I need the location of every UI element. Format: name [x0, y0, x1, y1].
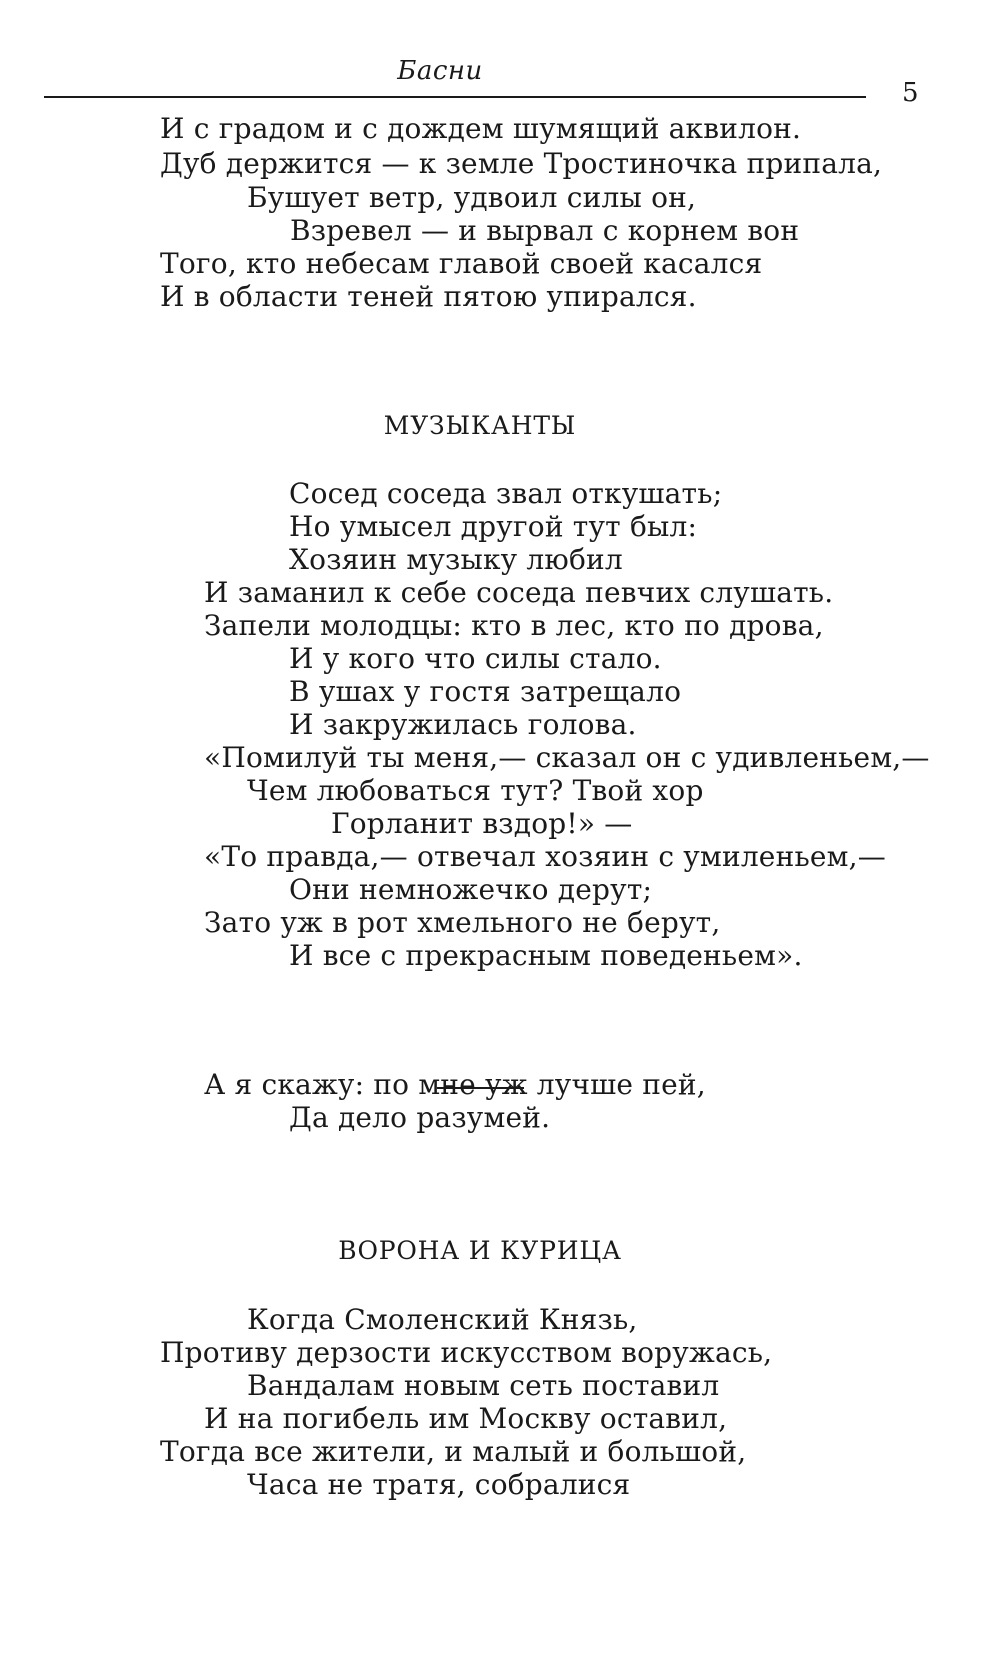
poem-line: Того, кто небесам главой своей касался — [160, 247, 763, 280]
poem-line: И закружилась голова. — [289, 708, 637, 741]
poem-line: Чем любоваться тут? Твой хор — [247, 774, 704, 807]
poem-line: Противу дерзости искусством воружась, — [160, 1336, 773, 1369]
poem-line: И у кого что силы стало. — [289, 642, 662, 675]
fable-title: ВОРОНА И КУРИЦА — [338, 1236, 622, 1265]
poem-line: Сосед соседа звал откушать; — [289, 477, 723, 510]
poem-line: «То правда,— отвечал хозяин с умиленьем,— — [204, 840, 886, 873]
poem-line: «Помилуй ты меня,— сказал он с удивленьем,— — [204, 741, 930, 774]
poem-line: Взревел — и вырвал с корнем вон — [290, 214, 800, 247]
moral-line: А я скажу: по мне уж лучше пей, — [204, 1068, 706, 1101]
poem-line: И на погибель им Москву оставил, — [204, 1402, 728, 1435]
poem-line: Часа не тратя, собралися — [247, 1468, 631, 1501]
page-number: 5 — [902, 78, 919, 108]
poem-line: Хозяин музыку любил — [289, 543, 623, 576]
poem-line: И с градом и с дождем шумящий аквилон. — [160, 112, 802, 145]
poem-line: Дуб держится — к земле Тростиночка припала, — [160, 147, 883, 180]
moral-line: Да дело разумей. — [289, 1101, 551, 1134]
poem-line: В ушах у гостя затрещало — [289, 675, 682, 708]
poem-line: Они немножечко дерут; — [289, 873, 653, 906]
poem-line: Вандалам новым сеть поставил — [247, 1369, 720, 1402]
poem-line: Бушует ветр, удвоил силы он, — [247, 181, 697, 214]
poem-line: Зато уж в рот хмельного не берут, — [204, 906, 721, 939]
fable-title: МУЗЫКАНТЫ — [383, 411, 577, 440]
poem-line: Запели молодцы: кто в лес, кто по дрова, — [204, 609, 824, 642]
poem-line: Когда Смоленский Князь, — [247, 1303, 638, 1336]
poem-line: Но умысел другой тут был: — [289, 510, 698, 543]
poem-line: Горланит вздор!» — — [331, 807, 633, 840]
running-head: Басни — [397, 56, 483, 86]
poem-line: Тогда все жители, и малый и большой, — [160, 1435, 747, 1468]
poem-line: И заманил к себе соседа певчих слушать. — [204, 576, 834, 609]
poem-line: И все с прекрасным поведеньем». — [289, 939, 803, 972]
running-head-rule — [44, 96, 866, 98]
poem-line: И в области теней пятою упирался. — [160, 280, 697, 313]
